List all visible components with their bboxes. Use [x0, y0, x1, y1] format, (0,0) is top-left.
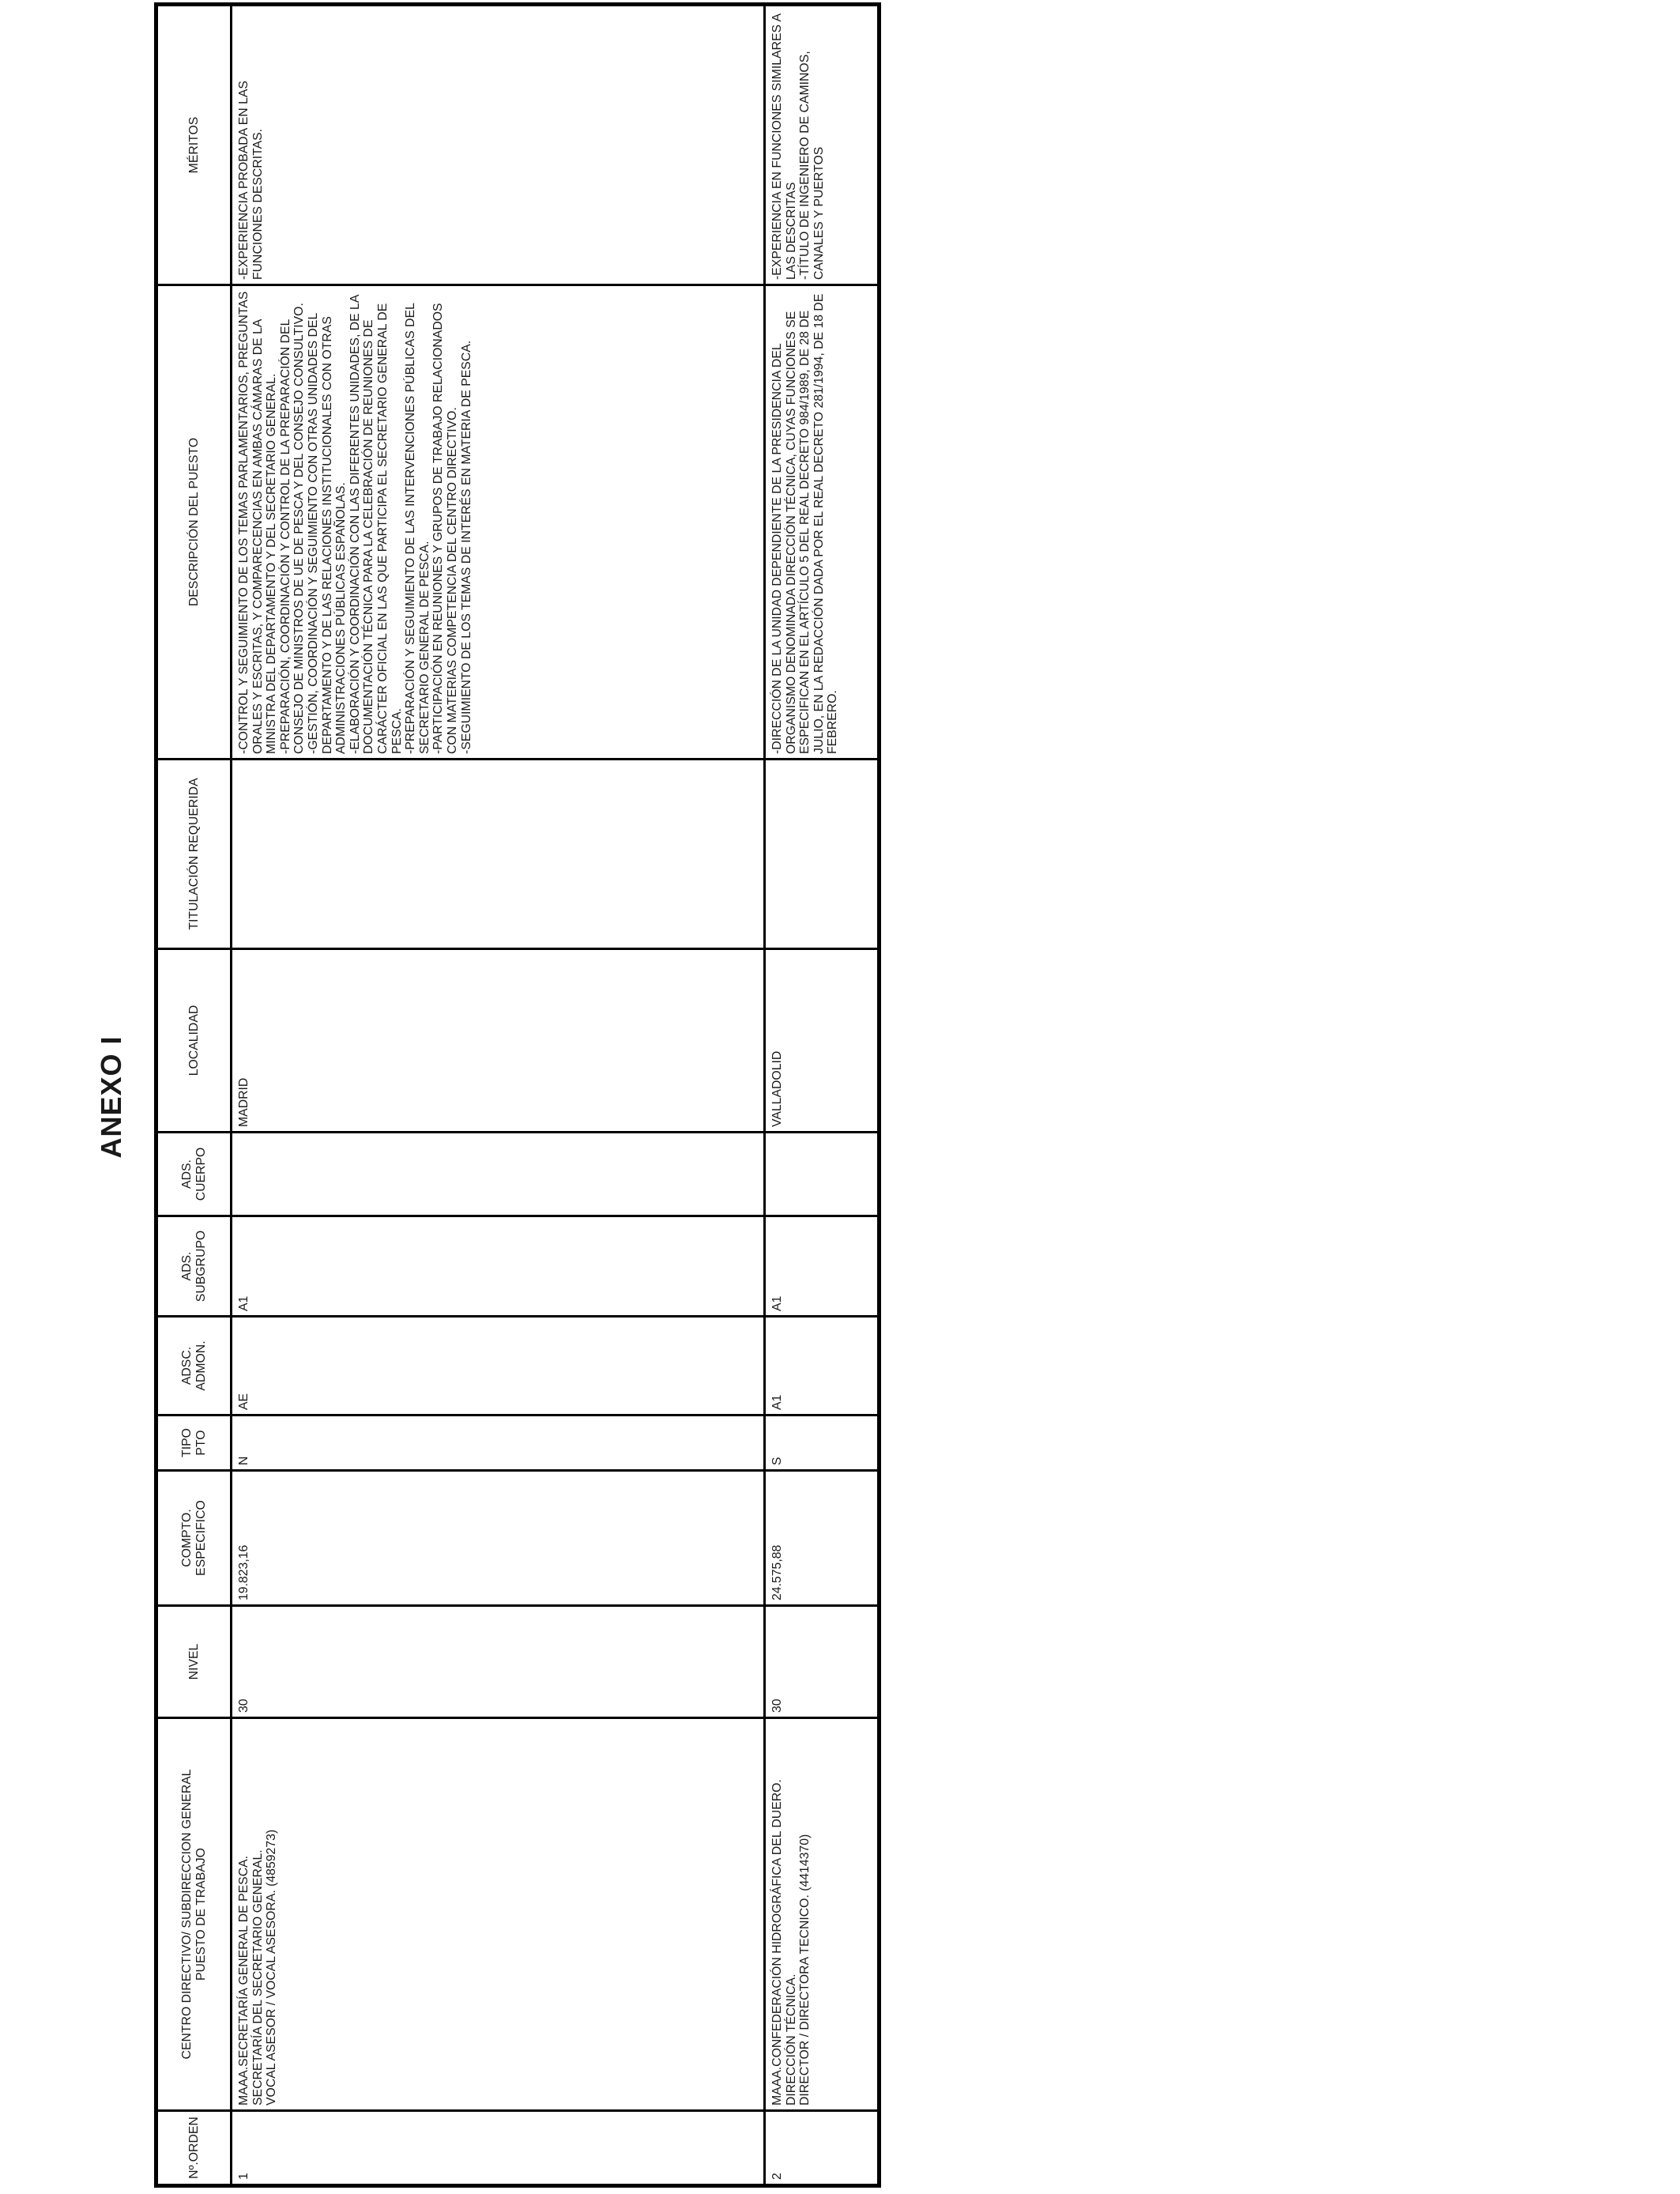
cell-ads-cuerpo	[765, 1133, 880, 1216]
cell-orden: 2	[765, 2111, 880, 2186]
header-orden: Nº.ORDEN	[156, 2111, 232, 2186]
cell-centro: MAAA.SECRETARÍA GENERAL DE PESCA. SECRETARÍA DEL SECRETARIO GENERAL. VOCAL ASESOR / VOCAL ASESORA. (4859273)	[232, 1718, 765, 2111]
cell-ads-subgrupo: A1	[232, 1216, 765, 1317]
cell-titulacion	[765, 760, 880, 949]
page-title: ANEXO I	[95, 1035, 127, 1159]
header-row	[156, 5, 232, 2186]
cell-tipo: N	[232, 1416, 765, 1471]
cell-localidad: VALLADOLID	[765, 949, 880, 1133]
table-row	[232, 5, 765, 2186]
header-ads-cuerpo: ADS. CUERPO	[156, 1133, 232, 1216]
header-ads-subgrupo: ADS. SUBGRUPO	[156, 1216, 232, 1317]
cell-localidad: MADRID	[232, 949, 765, 1133]
table-row	[765, 5, 880, 2186]
cell-orden: 1	[232, 2111, 765, 2186]
cell-ads-subgrupo: A1	[765, 1216, 880, 1317]
cell-descripcion: -CONTROL Y SEGUIMIENTO DE LOS TEMAS PARLAMENTARIOS, PREGUNTAS ORALES Y ESCRITAS, Y COMPARECENCIAS EN AMBAS CÁMARAS DE LA MINISTRA DEL DEPARTAMENTO Y DEL SECRETARIO GENERAL. -PREPARACIÓN, COORDINACIÓN Y CONTROL DE LA PREPARACIÓN DEL CONSEJO DE MINISTROS DE UE DE PESCA Y DEL CONSEJO CONSULTIVO. -GESTIÓN, COORDINACIÓN Y SEGUIMIENTO CON OTRAS UNIDADES DEL DEPARTAMENTO Y DE LAS RELACIONES INSTITUCIONALES CON OTRAS ADMINISTRACIONES PÚBLICAS ESPAÑOLAS. -ELABORACIÓN Y COORDINACIÓN CON LAS DIFERENTES UNIDADES, DE LA DOCUMENTACIÓN TÉCNICA PARA LA CELEBRACIÓN DE REUNIONES DE CARÁCTER OFICIAL EN LAS QUE PARTICIPA EL SECRETARIO GENERAL DE PESCA. -PREPARACIÓN Y SEGUIMIENTO DE LAS INTERVENCIONES PÚBLICAS DEL SECRETARIO GENERAL DE PESCA. -PARTICIPACIÓN EN REUNIONES Y GRUPOS DE TRABAJO RELACIONADOS CON MATERIAS COMPETENCIA DEL CENTRO DIRECTIVO. -SEGUIMIENTO DE LOS TEMAS DE INTERÉS EN MATERIA DE PESCA.	[232, 285, 765, 760]
cell-titulacion	[232, 760, 765, 949]
cell-tipo: S	[765, 1416, 880, 1471]
header-meritos: MÉRITOS	[156, 5, 232, 285]
cell-nivel: 30	[232, 1606, 765, 1718]
header-tipo: TIPO PTO	[156, 1416, 232, 1471]
cell-nivel: 30	[765, 1606, 880, 1718]
header-centro: CENTRO DIRECTIVO/ SUBDIRECCION GENERAL PUESTO DE TRABAJO	[156, 1718, 232, 2111]
cell-compto: 19.823,16	[232, 1471, 765, 1606]
cell-descripcion: -DIRECCIÓN DE LA UNIDAD DEPENDIENTE DE LA PRESIDENCIA DEL ORGANISMO DENOMINADA DIRECCIÓN TÉCNICA, CUYAS FUNCIONES SE ESPECIFICAN EN EL ARTÍCULO 5 DEL REAL DECRETO 984/1989, DE 28 DE JULIO, EN LA REDACCIÓN DADA POR EL REAL DECRETO 281/1994, DE 18 DE FEBRERO.	[765, 285, 880, 760]
cell-adsc-admon: A1	[765, 1317, 880, 1416]
header-adsc-admon: ADSC. ADMON.	[156, 1317, 232, 1416]
cell-adsc-admon: AE	[232, 1317, 765, 1416]
cell-ads-cuerpo	[232, 1133, 765, 1216]
header-titulacion: TITULACIÓN REQUERIDA	[156, 760, 232, 949]
header-localidad: LOCALIDAD	[156, 949, 232, 1133]
header-descripcion: DESCRIPCIÓN DEL PUESTO	[156, 285, 232, 760]
annex-table	[154, 2, 881, 2188]
header-compto: COMPTO. ESPECIFICO	[156, 1471, 232, 1606]
cell-centro: MAAA.CONFEDERACIÓN HIDROGRÁFICA DEL DUERO. DIRECCIÓN TÉCNICA. DIRECTOR / DIRECTORA TECNICO. (4414370)	[765, 1718, 880, 2111]
cell-compto: 24.575,88	[765, 1471, 880, 1606]
header-nivel: NIVEL	[156, 1606, 232, 1718]
cell-meritos: -EXPERIENCIA PROBADA EN LAS FUNCIONES DESCRITAS.	[232, 5, 765, 285]
cell-meritos: -EXPERIENCIA EN FUNCIONES SIMILARES A LAS DESCRITAS -TÍTULO DE INGENIERO DE CAMINOS, CANALES Y PUERTOS	[765, 5, 880, 285]
